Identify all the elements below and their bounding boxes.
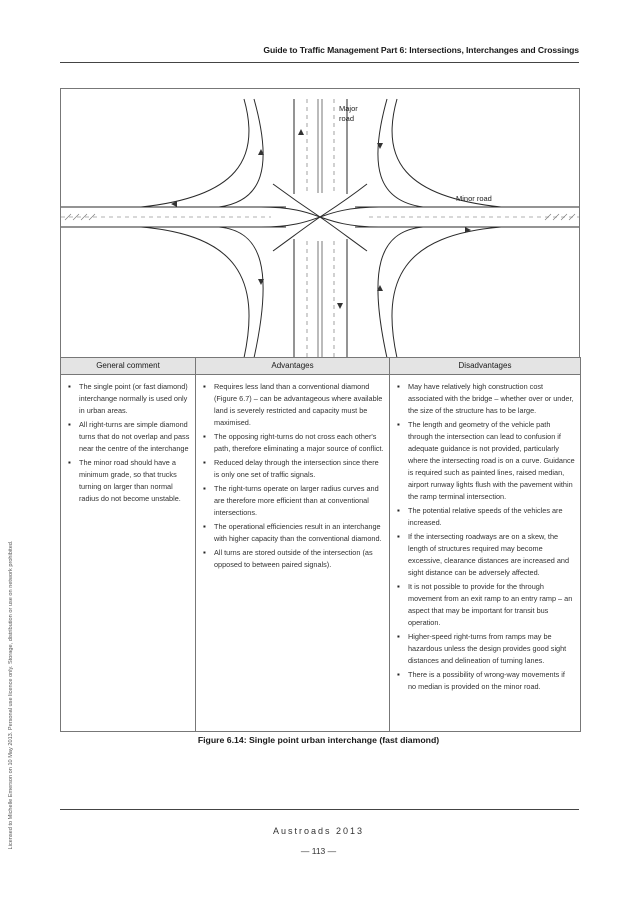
page-number: — 113 — — [300, 846, 337, 856]
major-road-label: Major — [339, 104, 358, 113]
running-header: Guide to Traffic Management Part 6: Intersections, Interchanges and Crossings — [263, 45, 579, 55]
advantages-cell — [196, 375, 390, 732]
list-item: ▪ Requires less land than a conventional diamond (Figure 6.7) – can be advantageous where available land is severely restricted and capacity must be maximised. — [214, 381, 384, 429]
licence-side-note: Licensed to Michelle Emerson on 10 May 2013. Personal use licence only. Storage, distribution or use on network prohibited. — [8, 540, 14, 850]
list-item: ▪ It is not possible to provide for the through movement from an exit ramp to an entry ramp – an aspect that may be important for transit bus operation. — [408, 581, 575, 629]
list-item: ▪ There is a possibility of wrong-way movements if no median is provided on the minor road. — [408, 669, 575, 693]
figure-caption: Figure 6.14: Single point urban interchange (fast diamond) — [197, 735, 440, 745]
list-item: ▪ The opposing right-turns do not cross each other's path, therefore eliminating a major source of conflict. — [214, 431, 384, 455]
footer-organisation: Austroads 2013 — [272, 826, 365, 836]
column-header: Disadvantages — [390, 358, 581, 375]
ramp-outer — [141, 227, 249, 358]
arrow-icon — [298, 129, 304, 135]
minor-road-label: Minor road — [456, 194, 492, 203]
ramp-outer — [392, 99, 501, 207]
disadvantages-cell — [390, 375, 581, 732]
list-item: ▪ Higher-speed right-turns from ramps may be hazardous unless the design provides good sight distances and delineation of turning lanes. — [408, 631, 575, 667]
list-item: ▪ The potential relative speeds of the vehicles are increased. — [408, 505, 575, 529]
list-item: ▪ Reduced delay through the intersection since there is only one set of traffic signals. — [214, 457, 384, 481]
ramp-outer — [141, 99, 249, 207]
interchange-figure — [60, 88, 580, 357]
header-rule — [60, 62, 579, 63]
list-item: ▪ All turns are stored outside of the intersection (as opposed to between paired signals). — [214, 547, 384, 571]
list-item: ▪ All right-turns are simple diamond turns that do not overlap and pass near the centre of the interchange — [79, 419, 190, 455]
general-comment-cell — [61, 375, 196, 732]
ramp-outer — [392, 227, 501, 358]
list-item: ▪ The minor road should have a minimum grade, so that trucks turning on larger than normal radius do not become unstable. — [79, 457, 190, 505]
footer-rule — [60, 809, 579, 810]
major-road-label: road — [339, 114, 355, 123]
ramp-inner — [219, 99, 263, 207]
comparison-table — [60, 357, 581, 732]
arrow-icon — [337, 303, 343, 309]
interchange-diagram — [61, 89, 579, 358]
list-item: ▪ The single point (or fast diamond) interchange normally is used only in urban areas. — [79, 381, 190, 417]
ramp-inner — [378, 99, 423, 207]
column-header: General comment — [61, 358, 196, 375]
list-item: ▪ May have relatively high construction cost associated with the bridge – whether over or under, the size of the structure has to be large. — [408, 381, 575, 417]
list-item: ▪ The length and geometry of the vehicle path through the intersection can lead to confusion if adequate guidance is not provided, particularly where the intersecting road is on a curve. Guidance is required such as painted lines, raised median, airport runway lights flush with the pavement within the ramp terminal intersection. — [408, 419, 575, 503]
ramp-inner — [378, 227, 423, 358]
column-header: Advantages — [196, 358, 390, 375]
list-item: ▪ The right-turns operate on larger radius curves and are therefore more efficient than at conventional intersections. — [214, 483, 384, 519]
list-item: ▪ The operational efficiencies result in an interchange with higher capacity than the conventional diamond. — [214, 521, 384, 545]
list-item: ▪ If the intersecting roadways are on a skew, the length of structures required may become excessive, clearance distances are increased and sight distance can be adversely affected. — [408, 531, 575, 579]
ramp-inner — [219, 227, 263, 358]
